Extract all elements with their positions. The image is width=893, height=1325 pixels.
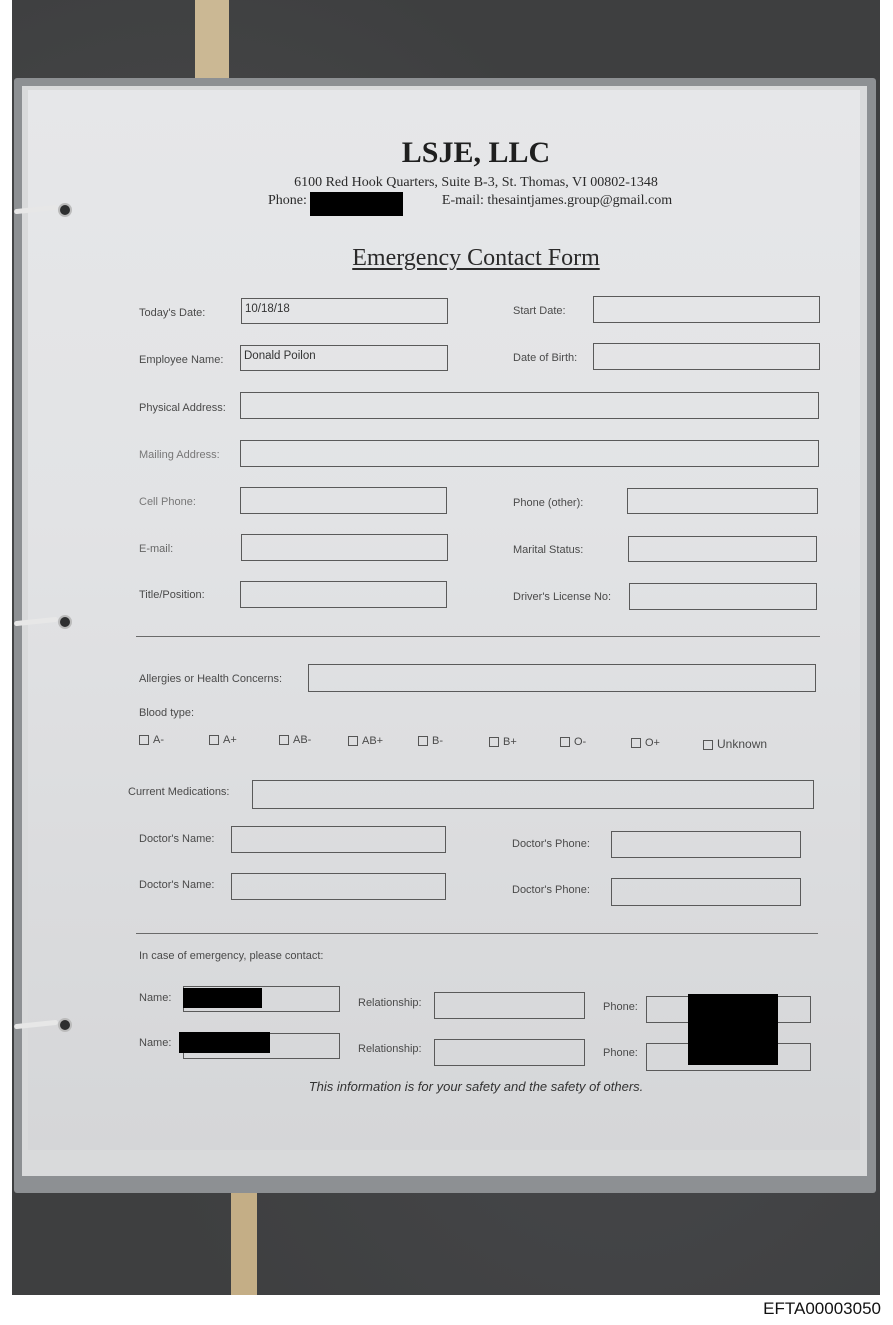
relationship-field[interactable] <box>434 1039 585 1066</box>
doctor-phone-field[interactable] <box>611 831 801 858</box>
physical-address-label: Physical Address: <box>139 402 226 414</box>
email-label: E-mail: <box>139 543 174 555</box>
marital-status-field[interactable] <box>628 536 817 562</box>
checkbox-square-icon[interactable] <box>489 737 499 747</box>
doctor-name-field[interactable] <box>231 826 446 853</box>
document-id: EFTA00003050 <box>763 1299 881 1318</box>
blood-type-label: Blood type: <box>139 707 195 719</box>
employee-name-label: Employee Name: <box>139 354 224 366</box>
todays-date-label: Today's Date: <box>139 307 206 319</box>
footer-note: This information is for your safety and the safety of others. <box>308 1079 644 1094</box>
marital-status-label: Marital Status: <box>513 544 584 556</box>
company-name: LSJE, LLC <box>401 136 551 169</box>
checkbox-square-icon[interactable] <box>703 740 713 750</box>
allergies-label: Allergies or Health Concerns: <box>139 673 283 685</box>
cell-phone-field[interactable] <box>240 487 447 514</box>
doctor-phone-label: Doctor's Phone: <box>512 884 590 896</box>
phone-other-label: Phone (other): <box>513 497 584 509</box>
redacted-contact-phones <box>688 994 778 1065</box>
contact-phone-label: Phone: <box>603 1001 638 1013</box>
doctor-phone-label: Doctor's Phone: <box>512 838 590 850</box>
section-divider <box>136 933 818 934</box>
checkbox-square-icon[interactable] <box>279 735 289 745</box>
start-date-label: Start Date: <box>513 305 566 317</box>
blood-type-a-pos-checkbox[interactable]: A+ <box>209 734 237 746</box>
blood-type-ab-pos-checkbox[interactable]: AB+ <box>348 735 383 747</box>
phone-other-field[interactable] <box>627 488 818 514</box>
contact-name-label: Name: <box>139 992 172 1004</box>
physical-address-field[interactable] <box>240 392 819 419</box>
medications-field[interactable] <box>252 780 814 809</box>
emergency-intro: In case of emergency, please contact: <box>139 950 324 962</box>
blood-type-b-pos-checkbox[interactable]: B+ <box>489 736 517 748</box>
doctor-name-label: Doctor's Name: <box>139 833 215 845</box>
checkbox-square-icon[interactable] <box>560 737 570 747</box>
medications-label: Current Medications: <box>128 786 230 798</box>
allergies-field[interactable] <box>308 664 816 692</box>
mailing-address-label: Mailing Address: <box>139 449 220 461</box>
redacted-contact-name <box>179 1032 270 1053</box>
drivers-license-label: Driver's License No: <box>513 591 612 603</box>
todays-date-field[interactable]: 10/18/18 <box>241 298 448 324</box>
checkbox-square-icon[interactable] <box>631 738 641 748</box>
title-position-field[interactable] <box>240 581 447 608</box>
blood-type-ab-neg-checkbox[interactable]: AB- <box>279 734 311 746</box>
blood-type-unknown-checkbox[interactable]: Unknown <box>703 737 767 751</box>
doctor-name-label: Doctor's Name: <box>139 879 215 891</box>
form-title: Emergency Contact Form <box>352 245 600 271</box>
title-position-label: Title/Position: <box>139 589 205 601</box>
relationship-label: Relationship: <box>358 1043 422 1055</box>
doctor-name-field[interactable] <box>231 873 446 900</box>
mailing-address-field[interactable] <box>240 440 819 467</box>
date-of-birth-label: Date of Birth: <box>513 352 578 364</box>
contact-phone-label: Phone: <box>603 1047 638 1059</box>
blood-type-o-pos-checkbox[interactable]: O+ <box>631 737 660 749</box>
section-divider <box>136 636 820 637</box>
checkbox-square-icon[interactable] <box>418 736 428 746</box>
doctor-phone-field[interactable] <box>611 878 801 906</box>
company-email: E-mail: thesaintjames.group@gmail.com <box>441 193 673 208</box>
relationship-field[interactable] <box>434 992 585 1019</box>
company-address: 6100 Red Hook Quarters, Suite B-3, St. Thomas, VI 00802-1348 <box>294 175 658 190</box>
checkbox-square-icon[interactable] <box>209 735 219 745</box>
start-date-field[interactable] <box>593 296 820 323</box>
blood-type-o-neg-checkbox[interactable]: O- <box>560 736 586 748</box>
relationship-label: Relationship: <box>358 997 422 1009</box>
email-field[interactable] <box>241 534 448 561</box>
checkbox-square-icon[interactable] <box>139 735 149 745</box>
drivers-license-field[interactable] <box>629 583 817 610</box>
blood-type-b-neg-checkbox[interactable]: B- <box>418 735 443 747</box>
employee-name-field[interactable]: Donald Poilon <box>240 345 448 371</box>
date-of-birth-field[interactable] <box>593 343 820 370</box>
cell-phone-label: Cell Phone: <box>139 496 196 508</box>
redacted-phone <box>310 192 403 216</box>
checkbox-square-icon[interactable] <box>348 736 358 746</box>
contact-name-label: Name: <box>139 1037 172 1049</box>
redacted-contact-name <box>183 988 262 1008</box>
blood-type-a-neg-checkbox[interactable]: A- <box>139 734 164 746</box>
phone-label: Phone: <box>268 193 307 208</box>
